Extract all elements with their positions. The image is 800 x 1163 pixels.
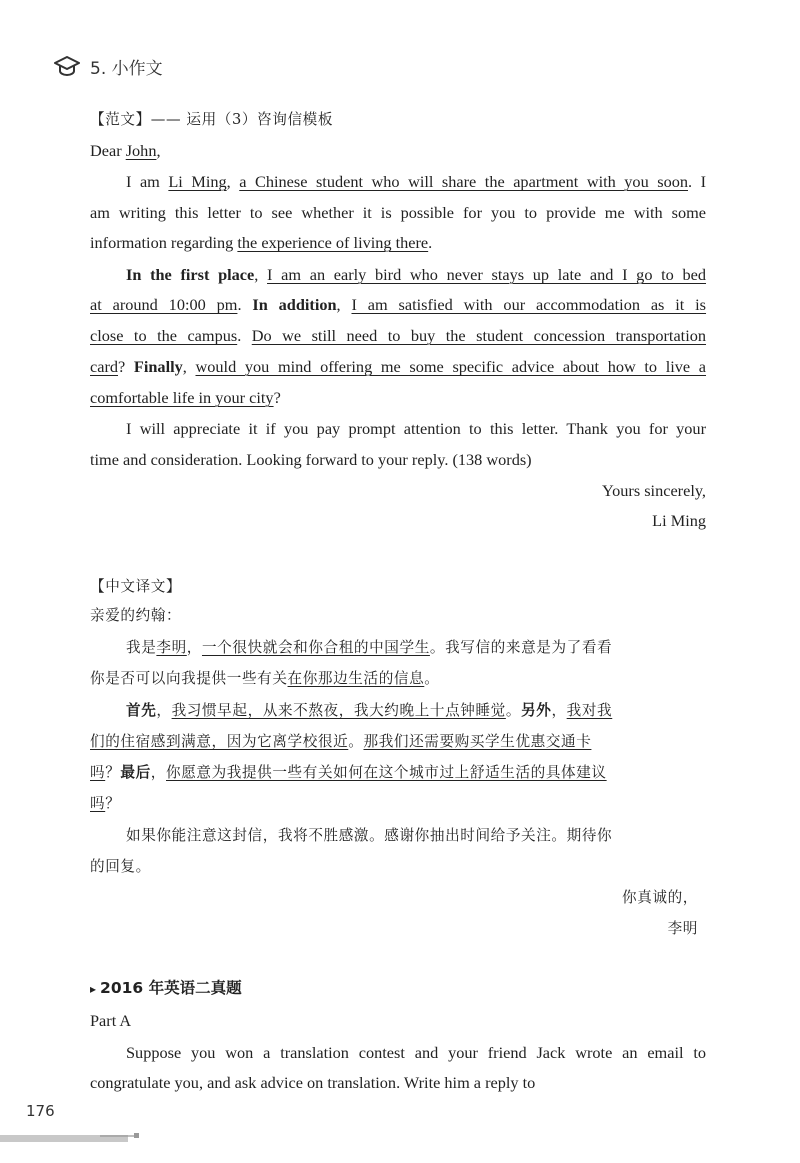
text: ， [186, 639, 202, 656]
text: ， [551, 702, 567, 719]
sample-p2-line1 [126, 265, 706, 285]
sample-salutation [90, 141, 161, 161]
translation-signature: 李明 [667, 920, 698, 937]
text: . [237, 326, 252, 345]
sample-p3-line1: I will appreciate it if you pay prompt attention to this letter. Thank you for your [126, 419, 706, 438]
exam-title [90, 976, 242, 998]
translation-p2-line3 [90, 761, 607, 782]
text: ， [150, 764, 166, 781]
underlined-text: would you mind offering me some specific advice about how to live a [195, 357, 707, 376]
underlined-text: 李明 [156, 639, 187, 656]
bold-text: In the first place [126, 265, 255, 284]
sample-p1-line1 [126, 172, 706, 192]
bold-text: 最后 [120, 764, 151, 781]
bold-text: 另外 [521, 702, 552, 719]
underlined-text: close to the campus [90, 326, 238, 345]
text: 你是否可以向我提供一些有关 [90, 670, 288, 687]
translation-p2-line4 [90, 792, 120, 813]
underlined-text: 在你那边生活的信息 [287, 670, 425, 687]
underlined-text: 我习惯早起，从来不熬夜，我大约晚上十点钟睡觉 [171, 702, 506, 719]
translation-p1-line2 [90, 667, 439, 688]
text: . I [688, 172, 707, 191]
text: , [182, 357, 196, 376]
underlined-text: comfortable life in your city [90, 388, 274, 407]
text: ? [273, 388, 281, 407]
underlined-text: Do we still need to buy the student concession transportation [251, 326, 707, 345]
section-header [54, 52, 163, 80]
underlined-text: 我对我 [566, 702, 613, 719]
underlined-text: a Chinese student who will share the apartment with you soon [239, 172, 688, 191]
sample-p2-line3 [90, 326, 706, 346]
underlined-text: 吗 [90, 795, 106, 812]
text: I am [126, 172, 169, 191]
text: . [428, 233, 433, 252]
text: ？ [105, 795, 121, 812]
sample-p1-line2: am writing this letter to see whether it is possible for you to provide me with some [90, 203, 706, 222]
footer-bar [0, 1133, 800, 1145]
translation-p3-line2: 的回复。 [90, 858, 151, 875]
sample-p1-line3 [90, 233, 432, 253]
text: 。我写信的来意是为了看看 [429, 639, 613, 656]
text: ？ [105, 764, 121, 781]
bold-text: Finally [133, 357, 183, 376]
underlined-text: John [125, 141, 157, 160]
text: , [254, 265, 268, 284]
translation-p3-line1: 如果你能注意这封信，我将不胜感激。感谢你抽出时间给予关注。期待你 [126, 827, 613, 844]
sample-heading: 【范文】—— 运用（3）咨询信模板 [90, 111, 334, 128]
underlined-text: Li Ming [168, 172, 227, 191]
translation-closing: 你真诚的， [622, 889, 698, 906]
text: 我是 [126, 639, 157, 656]
underlined-text: at around 10:00 pm [90, 295, 238, 314]
text: information regarding [90, 233, 238, 252]
text: , [336, 295, 352, 314]
bold-text: 首先 [126, 702, 157, 719]
underlined-text: 吗 [90, 764, 106, 781]
exam-line1: Suppose you won a translation contest and your friend Jack wrote an email to [126, 1043, 706, 1062]
exam-title-text: 2016 年英语二真题 [100, 979, 242, 997]
exam-line2: congratulate you, and ask advice on translation. Write him a reply to [90, 1073, 536, 1092]
text: 。 [505, 702, 522, 719]
graduation-cap-icon [54, 55, 80, 77]
underlined-text: 你愿意为我提供一些有关如何在这个城市过上舒适生活的具体建议 [166, 764, 607, 781]
sample-closing: Yours sincerely, [601, 481, 706, 500]
translation-heading: 【中文译文】 [90, 578, 182, 595]
text: ? [118, 357, 134, 376]
text: . [237, 295, 253, 314]
text: 。 [348, 733, 364, 750]
underlined-text: I am satisfied with our accommodation as it is [351, 295, 707, 314]
sample-p2-line4 [90, 357, 706, 377]
text: , [156, 141, 161, 160]
sample-signature: Li Ming [652, 511, 706, 530]
exam-part: Part A [90, 1011, 132, 1030]
translation-p2-line2 [90, 730, 591, 751]
underlined-text: the experience of living there [237, 233, 429, 252]
section-title: 5. 小作文 [90, 58, 163, 79]
text: Dear [90, 141, 126, 160]
text: ， [156, 702, 172, 719]
translation-salutation: 亲爱的约翰： [90, 607, 182, 624]
sample-p2-line5 [90, 388, 281, 408]
underlined-text: 们的住宿感到满意，因为它离学校很近 [90, 733, 349, 750]
translation-p1-line1 [126, 636, 612, 657]
translation-p2-line1 [126, 699, 612, 720]
text: 。 [424, 670, 440, 687]
bold-text: In addition [252, 295, 337, 314]
text: , [226, 172, 240, 191]
sample-p3-line2: time and consideration. Looking forward to your reply. (138 words) [90, 450, 532, 469]
underlined-text: 一个很快就会和你合租的中国学生 [201, 639, 430, 656]
sample-p2-line2 [90, 295, 706, 315]
underlined-text: 那我们还需要购买学生优惠交通卡 [363, 733, 592, 750]
underlined-text: I am an early bird who never stays up late and I go to bed [267, 265, 707, 284]
underlined-text: card [90, 357, 119, 376]
triangle-marker-icon: ▸ [90, 982, 97, 996]
page-number: 176 [26, 1102, 55, 1120]
